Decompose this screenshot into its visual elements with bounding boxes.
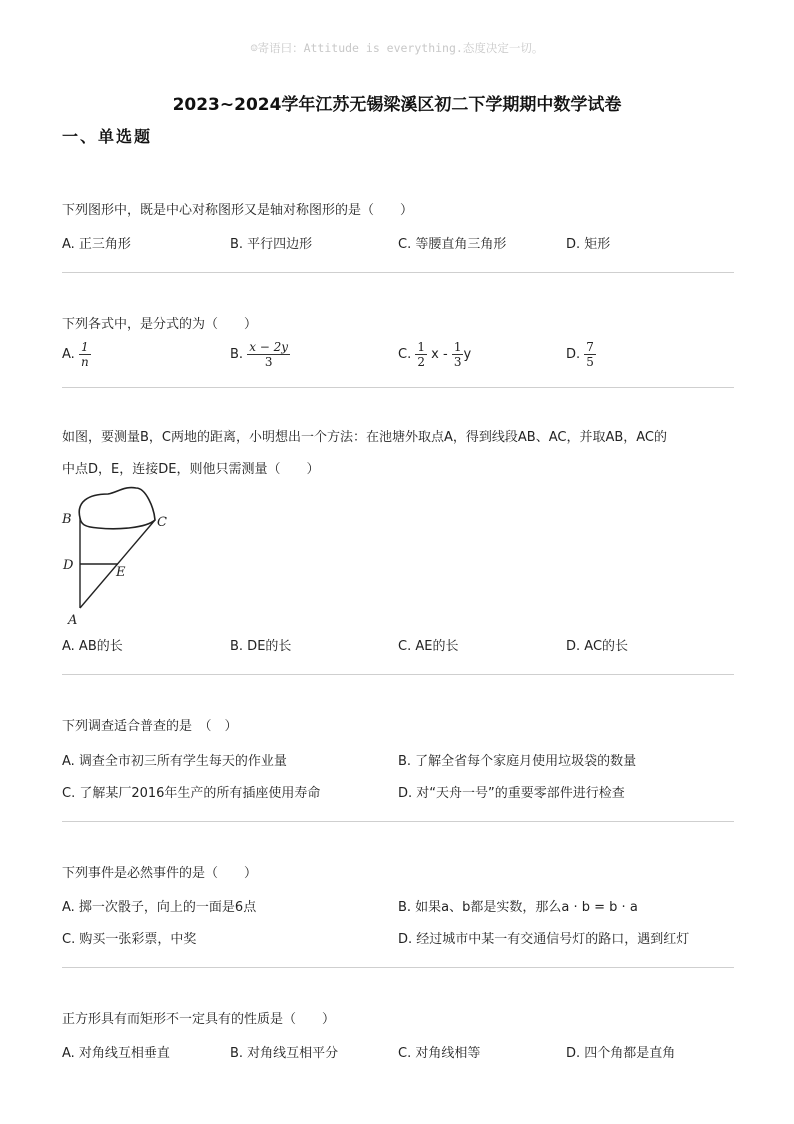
fraction bbox=[415, 340, 427, 369]
fraction bbox=[584, 340, 596, 369]
q2-option-b[interactable] bbox=[230, 340, 290, 369]
q3-option-a[interactable]: A. AB的长 bbox=[62, 639, 123, 654]
fraction bbox=[247, 340, 290, 369]
question-2 bbox=[62, 315, 734, 335]
fraction bbox=[452, 340, 464, 369]
q3-option-c[interactable]: C. AE的长 bbox=[398, 639, 459, 654]
pond-outline bbox=[79, 488, 155, 529]
q1-option-c[interactable]: C. 等腰直角三角形 bbox=[398, 237, 507, 252]
q4-option-c[interactable]: C. 了解某厂2016年生产的所有插座使用寿命 bbox=[62, 786, 321, 801]
question-5-stem: 下列事件是必然事件的是（ ） bbox=[62, 866, 258, 881]
question-3-stem-line-2: 中点D，E，连接DE，则他只需测量（ ） bbox=[62, 462, 320, 477]
label-c: C bbox=[157, 515, 167, 530]
q6-option-b[interactable]: B. 对角线互相平分 bbox=[230, 1046, 339, 1061]
q5-option-b[interactable]: B. 如果a、b都是实数，那么a · b = b · a bbox=[398, 900, 638, 915]
question-6-stem: 正方形具有而矩形不一定具有的性质是（ ） bbox=[62, 1012, 336, 1027]
divider bbox=[62, 387, 734, 388]
pond-triangle-figure bbox=[58, 480, 178, 630]
q1-option-d[interactable]: D. 矩形 bbox=[566, 237, 611, 252]
q4-option-b[interactable]: B. 了解全省每个家庭月使用垃圾袋的数量 bbox=[398, 754, 637, 769]
question-1-stem: 下列图形中，既是中心对称图形又是轴对称图形的是（ ） bbox=[62, 203, 414, 218]
question-4 bbox=[62, 717, 734, 737]
divider bbox=[62, 272, 734, 273]
expression-text: y bbox=[463, 347, 472, 362]
divider bbox=[62, 967, 734, 968]
label-e: E bbox=[116, 565, 126, 580]
denominator: 3 bbox=[264, 355, 273, 369]
label-a: A bbox=[68, 613, 78, 628]
question-6 bbox=[62, 1010, 734, 1030]
numerator: 1 bbox=[453, 340, 462, 354]
numerator: x − 2y bbox=[249, 340, 289, 354]
q3-option-b[interactable]: B. DE的长 bbox=[230, 639, 292, 654]
q6-option-c[interactable]: C. 对角线相等 bbox=[398, 1046, 481, 1061]
question-3 bbox=[62, 422, 734, 486]
divider bbox=[62, 674, 734, 675]
q1-option-a[interactable]: A. 正三角形 bbox=[62, 237, 131, 252]
numerator: 1 bbox=[417, 340, 425, 354]
q2-option-a[interactable] bbox=[62, 340, 91, 369]
q2-option-d[interactable] bbox=[566, 340, 596, 369]
label-d: D bbox=[63, 558, 74, 573]
q1-option-b[interactable]: B. 平行四边形 bbox=[230, 237, 313, 252]
denominator: n bbox=[80, 355, 89, 369]
question-4-stem: 下列调查适合普查的是 （ ） bbox=[62, 719, 238, 734]
q6-option-a[interactable]: A. 对角线互相垂直 bbox=[62, 1046, 170, 1061]
option-letter: D. bbox=[566, 347, 581, 362]
numerator: 7 bbox=[586, 340, 594, 354]
watermark: ☺寄语曰：Attitude is everything.态度决定一切。 bbox=[250, 41, 544, 55]
q4-option-a[interactable]: A. 调查全市初三所有学生每天的作业量 bbox=[62, 754, 287, 769]
option-letter: B. bbox=[230, 347, 244, 362]
q6-option-d[interactable]: D. 四个角都是直角 bbox=[566, 1046, 676, 1061]
question-5 bbox=[62, 864, 734, 884]
q3-option-d[interactable]: D. AC的长 bbox=[566, 639, 629, 654]
question-1 bbox=[62, 201, 734, 221]
denominator: 2 bbox=[417, 355, 425, 369]
option-letter: A. bbox=[62, 347, 75, 362]
denominator: 3 bbox=[453, 355, 462, 369]
numerator: 1 bbox=[79, 340, 91, 355]
q4-option-d[interactable]: D. 对“天舟一号”的重要零部件进行检查 bbox=[398, 786, 625, 801]
expression-text: x - bbox=[431, 347, 448, 362]
q5-option-d[interactable]: D. 经过城市中某一有交通信号灯的路口，遇到红灯 bbox=[398, 932, 690, 947]
label-b: B bbox=[62, 512, 72, 527]
divider bbox=[62, 821, 734, 822]
fraction bbox=[79, 340, 91, 369]
q5-option-c[interactable]: C. 购买一张彩票，中奖 bbox=[62, 932, 197, 947]
section-heading: 一、单选题 bbox=[62, 127, 153, 146]
question-3-stem-line-1: 如图，要测量B，C两地的距离，小明想出一个方法：在池塘外取点A，得到线段AB、AC，并取AB，AC的 bbox=[62, 430, 667, 445]
paper-title: 2023~2024学年江苏无锡梁溪区初二下学期期中数学试卷 bbox=[172, 95, 622, 115]
question-2-stem: 下列各式中，是分式的为（ ） bbox=[62, 317, 258, 332]
q2-option-c[interactable] bbox=[398, 340, 471, 369]
option-letter: C. bbox=[398, 347, 412, 362]
denominator: 5 bbox=[586, 355, 594, 369]
q5-option-a[interactable]: A. 掷一次骰子，向上的一面是6点 bbox=[62, 900, 257, 915]
